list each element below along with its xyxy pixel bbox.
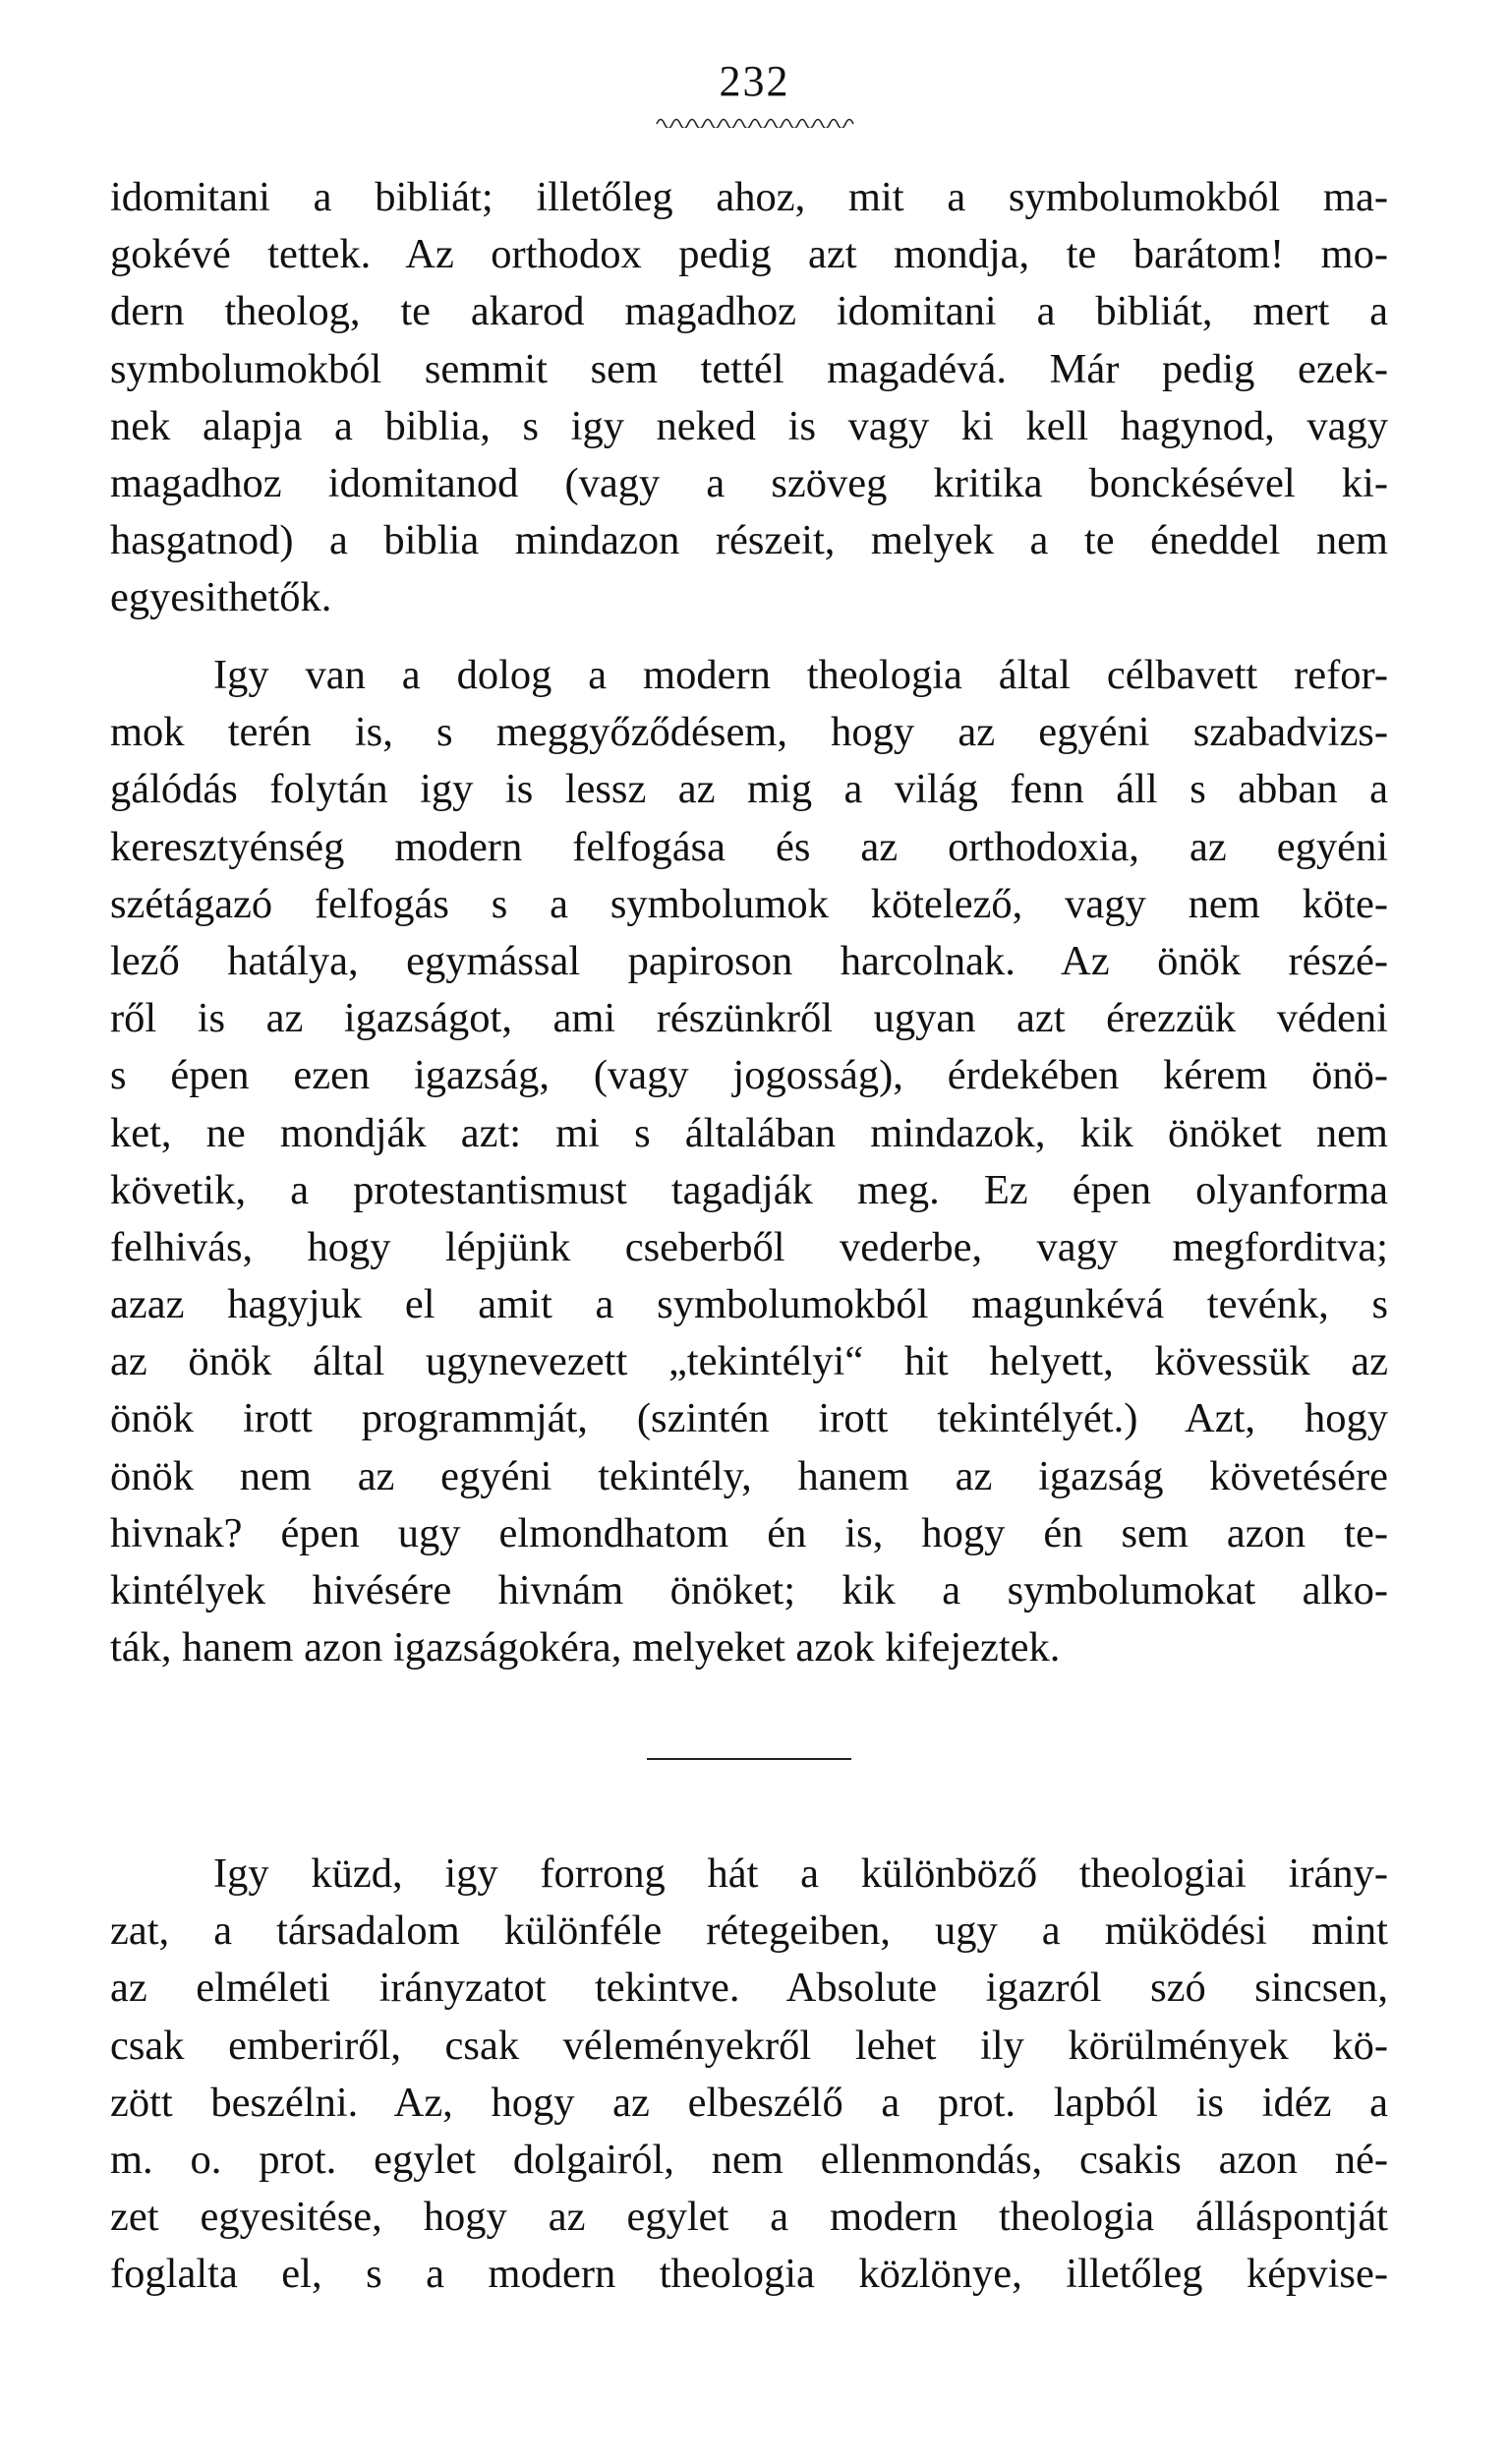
- text-line: önök irott programmját, (szintén irott tekintélyét.) Azt, hogy: [110, 1395, 1388, 1442]
- paragraph-continued: [110, 169, 1388, 627]
- text-line: mok terén is, s meggyőződésem, hogy az egyéni szabadvizs-: [110, 709, 1388, 756]
- text-line: felhivás, hogy lépjünk cseberből vederbe, vagy megforditva;: [110, 1223, 1388, 1270]
- text-line: hivnak? épen ugy elmondhatom én is, hogy én sem azon te-: [110, 1509, 1388, 1556]
- wavy-ornament-icon: [655, 112, 855, 128]
- text-line: csak emberiről, csak véleményekről lehet ily körülmények kö-: [110, 2022, 1388, 2069]
- text-line: zet egyesitése, hogy az egylet a modern theologia álláspontját: [110, 2194, 1388, 2241]
- text-line: egyesithetők.: [110, 574, 332, 621]
- text-line: önök nem az egyéni tekintély, hanem az igazság követésére: [110, 1452, 1388, 1499]
- text-line: s épen ezen igazság, (vagy jogosság), érdekében kérem önö-: [110, 1052, 1388, 1099]
- text-line: az önök által ugynevezett „tekintélyi“ hit helyett, kövessük az: [110, 1338, 1388, 1385]
- text-line: m. o. prot. egylet dolgairól, nem ellenmondás, csakis azon né-: [110, 2136, 1388, 2183]
- text-line: nek alapja a biblia, s igy neked is vagy ki kell hagynod, vagy: [110, 402, 1388, 449]
- text-line: gokévé tettek. Az orthodox pedig azt mondja, te barátom! mo-: [110, 231, 1388, 278]
- text-line: kintélyek hivésére hivnám önöket; kik a symbolumokat alko-: [110, 1567, 1388, 1613]
- paragraph-reforms: [110, 647, 1388, 1676]
- page-number: 232: [719, 57, 790, 105]
- text-line: hasgatnod) a biblia mindazon részeit, melyek a te éneddel nem: [110, 517, 1388, 564]
- text-line: szétágazó felfogás s a symbolumok kötelező, vagy nem köte-: [110, 880, 1388, 927]
- text-line: ták, hanem azon igazságokéra, melyeket azok kifejeztek.: [110, 1624, 1061, 1672]
- text-line: idomitani a bibliát; illetőleg ahoz, mit a symbolumokból ma-: [110, 174, 1388, 220]
- text-line: lező hatálya, egymással papiroson harcolnak. Az önök részé-: [110, 937, 1388, 984]
- text-line: Igy van a dolog a modern theologia által célbavett refor-: [213, 652, 1388, 698]
- text-line: zött beszélni. Az, hogy az elbeszélő a prot. lapból is idéz a: [110, 2079, 1388, 2126]
- text-line: követik, a protestantismust tagadják meg. Ez épen olyanforma: [110, 1166, 1388, 1213]
- text-line: symbolumokból semmit sem tettél magadévá. Már pedig ezek-: [110, 345, 1388, 392]
- text-line: az elméleti irányzatot tekintve. Absolute igazról szó sincsen,: [110, 1965, 1388, 2012]
- text-line: keresztyénség modern felfogása és az orthodoxia, az egyéni: [110, 823, 1388, 870]
- text-line: azaz hagyjuk el amit a symbolumokból magunkévá tevénk, s: [110, 1281, 1388, 1328]
- text-line: Igy küzd, igy forrong hát a különböző theologiai irány-: [213, 1850, 1388, 1897]
- text-line: foglalta el, s a modern theologia közlönye, illetőleg képvise-: [110, 2251, 1388, 2298]
- text-line: ket, ne mondják azt: mi s általában mindazok, kik önöket nem: [110, 1109, 1388, 1156]
- text-line: ről is az igazságot, ami részünkről ugyan azt érezzük védeni: [110, 995, 1388, 1042]
- text-line: dern theolog, te akarod magadhoz idomitani a bibliát, mert a: [110, 288, 1388, 335]
- text-line: gálódás folytán igy is lessz az mig a világ fenn áll s abban a: [110, 766, 1388, 813]
- paragraph-struggle: [110, 1846, 1388, 2304]
- text-line: zat, a társadalom különféle rétegeiben, ugy a müködési mint: [110, 1907, 1388, 1955]
- text-line: magadhoz idomitanod (vagy a szöveg kritika bonckésével ki-: [110, 459, 1388, 506]
- section-divider: [647, 1758, 851, 1760]
